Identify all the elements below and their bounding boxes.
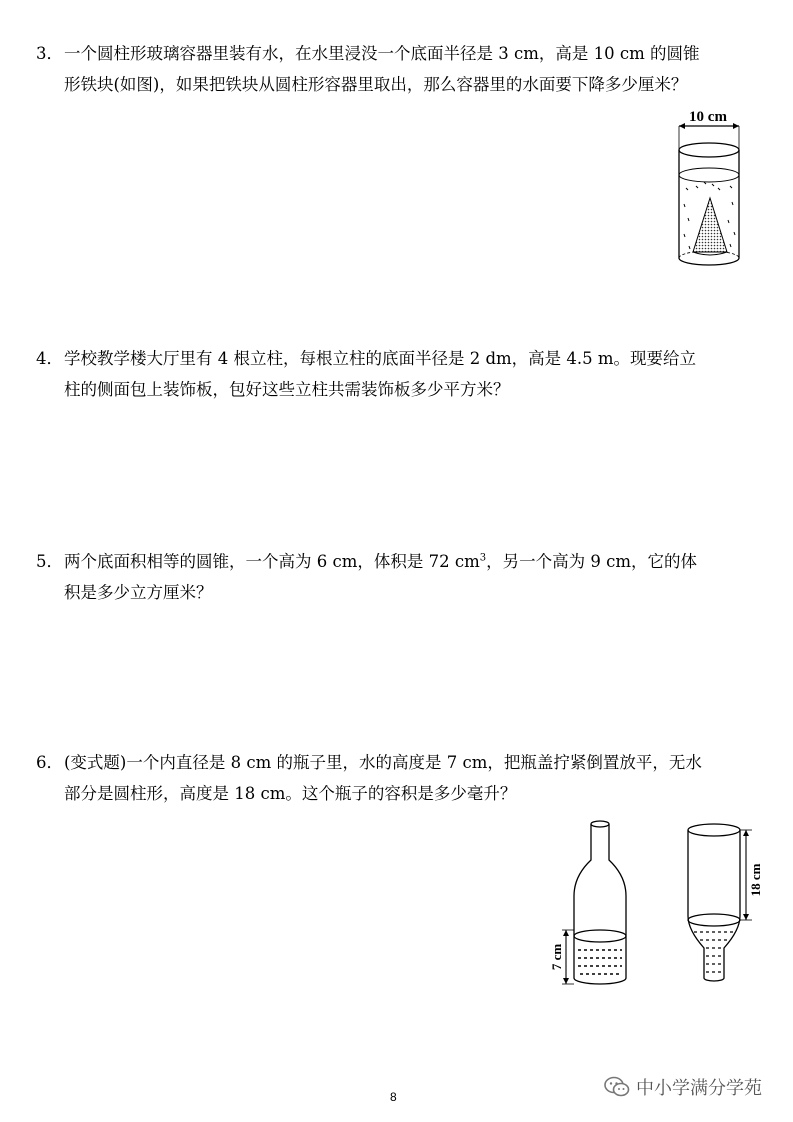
watermark-text: 中小学满分学苑 bbox=[636, 1078, 762, 1099]
cylinder-cone-figure bbox=[668, 106, 748, 272]
problem-text: 学校教学楼大厅里有 4 根立柱，每根立柱的底面半径是 2 dm，高是 4.5 m。现要给立 bbox=[64, 349, 697, 368]
problem-3 bbox=[36, 38, 760, 100]
problem-6-line1 bbox=[36, 747, 760, 778]
superscript: 3 bbox=[479, 552, 487, 564]
problem-3-line2: 形铁块(如图)，如果把铁块从圆柱形容器里取出，那么容器里的水面要下降多少厘米？ bbox=[64, 75, 688, 94]
page-number: 8 bbox=[390, 1090, 397, 1104]
air-height-label: 18 cm bbox=[748, 863, 763, 897]
problem-5-line1 bbox=[36, 546, 760, 577]
problem-number: 4． bbox=[36, 349, 63, 368]
problem-number: 5． bbox=[36, 552, 63, 571]
problem-text: ，另一个高为 9 cm，它的体 bbox=[486, 552, 697, 571]
problem-text: (变式题)一个内直径是 8 cm 的瓶子里，水的高度是 7 cm，把瓶盖拧紧倒置放平，无水 bbox=[64, 753, 702, 772]
problem-5-line2: 积是多少立方厘米？ bbox=[64, 583, 213, 602]
problem-number: 3． bbox=[36, 44, 63, 63]
problem-6-line2: 部分是圆柱形，高度是 18 cm。这个瓶子的容积是多少毫升？ bbox=[64, 784, 517, 803]
water-hatch bbox=[694, 932, 734, 972]
problem-5 bbox=[36, 546, 760, 608]
problem-6 bbox=[36, 747, 760, 809]
watermark bbox=[604, 1074, 762, 1100]
problem-4-line1 bbox=[36, 343, 760, 374]
wechat-icon bbox=[604, 1076, 630, 1098]
bottle-inverted-figure bbox=[680, 818, 764, 990]
water-height-label: 7 cm bbox=[549, 943, 564, 971]
problem-4 bbox=[36, 343, 760, 405]
water-hatch bbox=[578, 950, 622, 974]
bottle-upright-figure bbox=[548, 818, 632, 990]
problem-text: 一个圆柱形玻璃容器里装有水，在水里浸没一个底面半径是 3 cm，高是 10 cm 的圆锥 bbox=[64, 44, 700, 63]
problem-text: 两个底面积相等的圆锥，一个高为 6 cm，体积是 72 cm bbox=[64, 552, 480, 571]
problem-number: 6． bbox=[36, 753, 63, 772]
diameter-label: 10 cm bbox=[689, 109, 727, 125]
problem-4-line2: 柱的侧面包上装饰板，包好这些立柱共需装饰板多少平方米？ bbox=[64, 380, 510, 399]
problem-3-line1 bbox=[36, 38, 760, 69]
